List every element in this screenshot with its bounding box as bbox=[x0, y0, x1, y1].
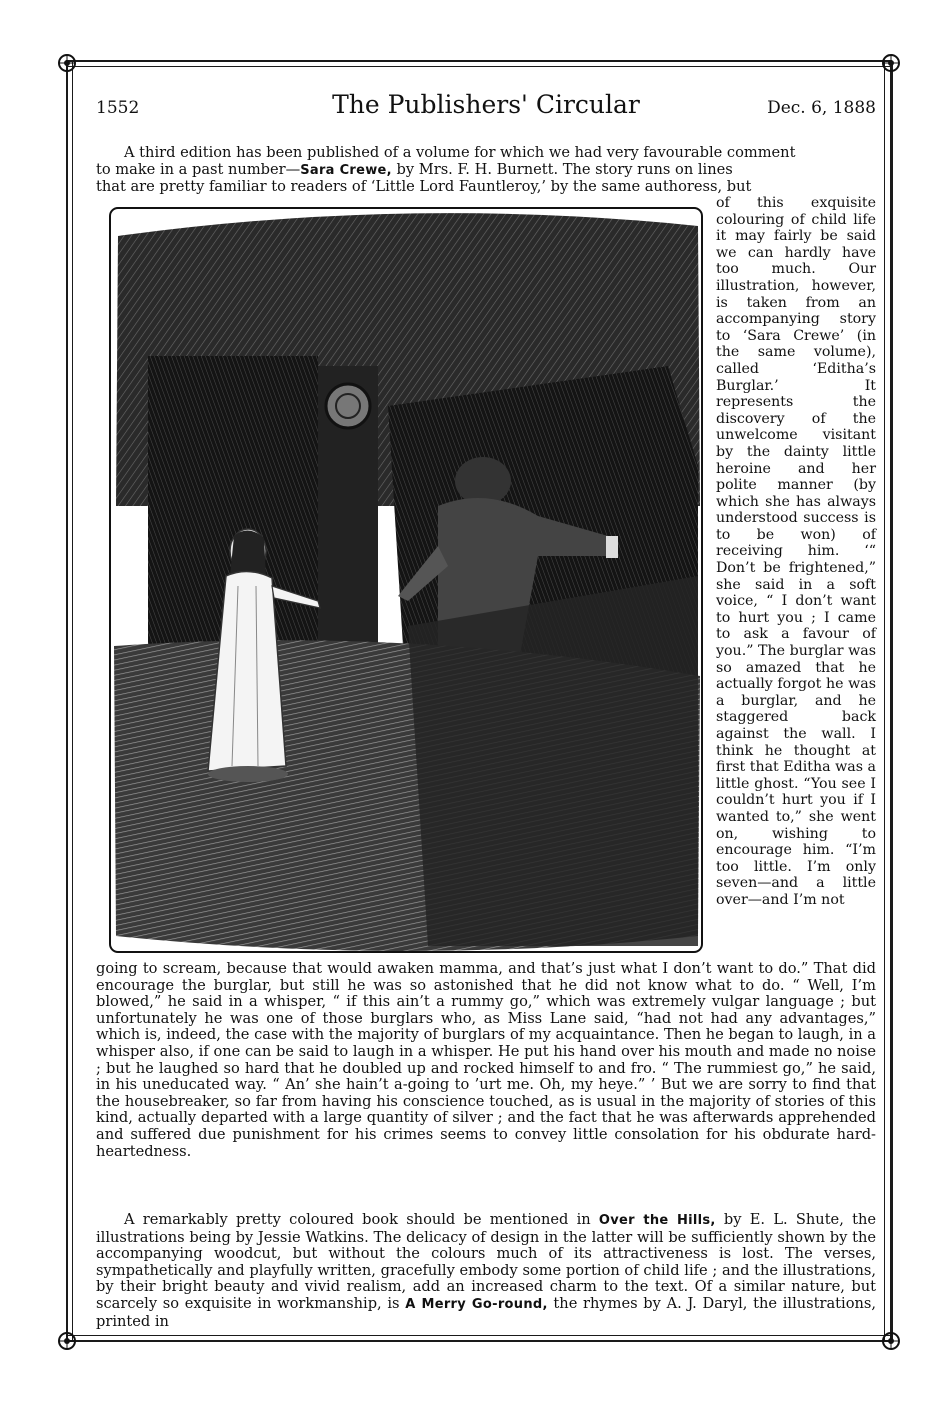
publication-title: The Publishers' Circular bbox=[332, 90, 640, 119]
book-title-over-the-hills: Over the Hills, bbox=[598, 1213, 716, 1228]
lead-line-1: A third edition has been published of a volume for which we had very favourable comment bbox=[124, 144, 796, 161]
right-border-rule-inner bbox=[884, 62, 885, 1340]
para2-part3: the rhymes by A. J. Daryl, the illustrations, printed in bbox=[96, 1294, 877, 1330]
corner-ornament-icon bbox=[880, 52, 902, 74]
para2-part1: A remarkably pretty coloured book should be mentioned in bbox=[124, 1211, 599, 1228]
woodcut-illustration bbox=[108, 206, 704, 954]
issue-date: Dec. 6, 1888 bbox=[767, 98, 876, 118]
article-lead bbox=[96, 145, 876, 196]
corner-ornament-icon bbox=[56, 52, 78, 74]
article-over-the-hills bbox=[96, 1212, 876, 1330]
para2-part2: by E. L. Shute, the illustrations being by Jessie Watkins. The delicacy of design in the latter will be sufficiently shown by the accompanying woodcut, but without the colours much of its attractiveness is lost. The verses, sympathetically and playfully written, gracefully embody some portion of child life ; and the illustrations, by their bright beauty and vivid realism, add an increased charm to the text. Of a similar nature, but scarcely so exquisite in workmanship, is bbox=[96, 1211, 876, 1312]
article-continuation: going to scream, because that would awaken mamma, and that’s just what I don’t want to do.” That did encourage the burglar, but still he was so astonished that he did not know what to do. “ Well, I’m blowed,” he said in a whisper, “ if this ain’t a rummy go,” which was extremely vulgar language ; but unfortunately he was one of those burglars who, as Miss Lane said, “had not had any advantages,” which is, indeed, the case with the majority of burglars of my acquaintance. Then he began to laugh, in a whisper also, if one can be said to laugh in a whisper. He put his hand over his mouth and made no noise ; but he laughed so hard that he doubled up and rocked himself to and fro. “ The rummiest go,” he said, in his uneducated way. “ An’ she hain’t a-going to ’urt me. Oh, my heye.” ’ But we are sorry to find that the housebreaker, so far from having his conscience touched, as is usual in the majority of stories of this kind, actually departed with a large quantity of silver ; and the fact that he was afterwards apprehended and suffered due punishment for his crimes seems to convey little consolation for his obdurate hard-heartedness. bbox=[96, 960, 876, 1160]
bottom-border-rule bbox=[66, 1340, 892, 1342]
engraving-girl-and-burglar-icon bbox=[108, 206, 704, 954]
bottom-border-rule-inner bbox=[66, 1335, 892, 1336]
page-number: 1552 bbox=[96, 98, 140, 118]
lead-line-3: that are pretty familiar to readers of ‘Little Lord Fauntleroy,’ by the same authoress, but bbox=[96, 178, 752, 196]
running-header bbox=[96, 90, 876, 120]
right-border-rule bbox=[890, 62, 893, 1340]
corner-ornament-icon bbox=[880, 1330, 902, 1352]
corner-ornament-icon bbox=[56, 1330, 78, 1352]
lead-line-2-start: to make in a past number— bbox=[96, 160, 301, 178]
lead-line-2-end: by Mrs. F. H. Burnett. The story runs on lines bbox=[391, 160, 733, 178]
top-border-rule bbox=[66, 60, 892, 62]
left-border-rule bbox=[66, 62, 68, 1340]
book-title-merry-go-round: A Merry Go-round, bbox=[405, 1296, 548, 1312]
left-border-rule-inner bbox=[72, 62, 73, 1340]
lead-line-2 bbox=[96, 162, 876, 180]
side-column-text: of this exquisite colouring of child life it may fairly be said we can hardly have too much. Our illustration, however, is taken from an accompanying story to ‘Sara Crewe’ (in the same volume), called ‘Editha’s Burglar.’ It represents the discovery of the unwelcome visitant by the dainty little heroine and her polite manner (by which she has always understood success is to be won) of receiving him. ‘“ Don’t be frightened,” she said in a soft voice, “ I don’t want to hurt you ; I came to ask a favour of you.” The burglar was so amazed that he actually forgot he was a burglar, and he staggered back against the wall. I think he thought at first that Editha was a little ghost. “You see I couldn’t hurt you if I wanted to,” she went on, wishing to encourage him. “I’m too little. I’m only seven—and a little over—and I’m not bbox=[716, 195, 876, 908]
book-title-sara-crewe: Sara Crewe, bbox=[300, 162, 392, 178]
top-border-rule-inner bbox=[66, 66, 892, 67]
